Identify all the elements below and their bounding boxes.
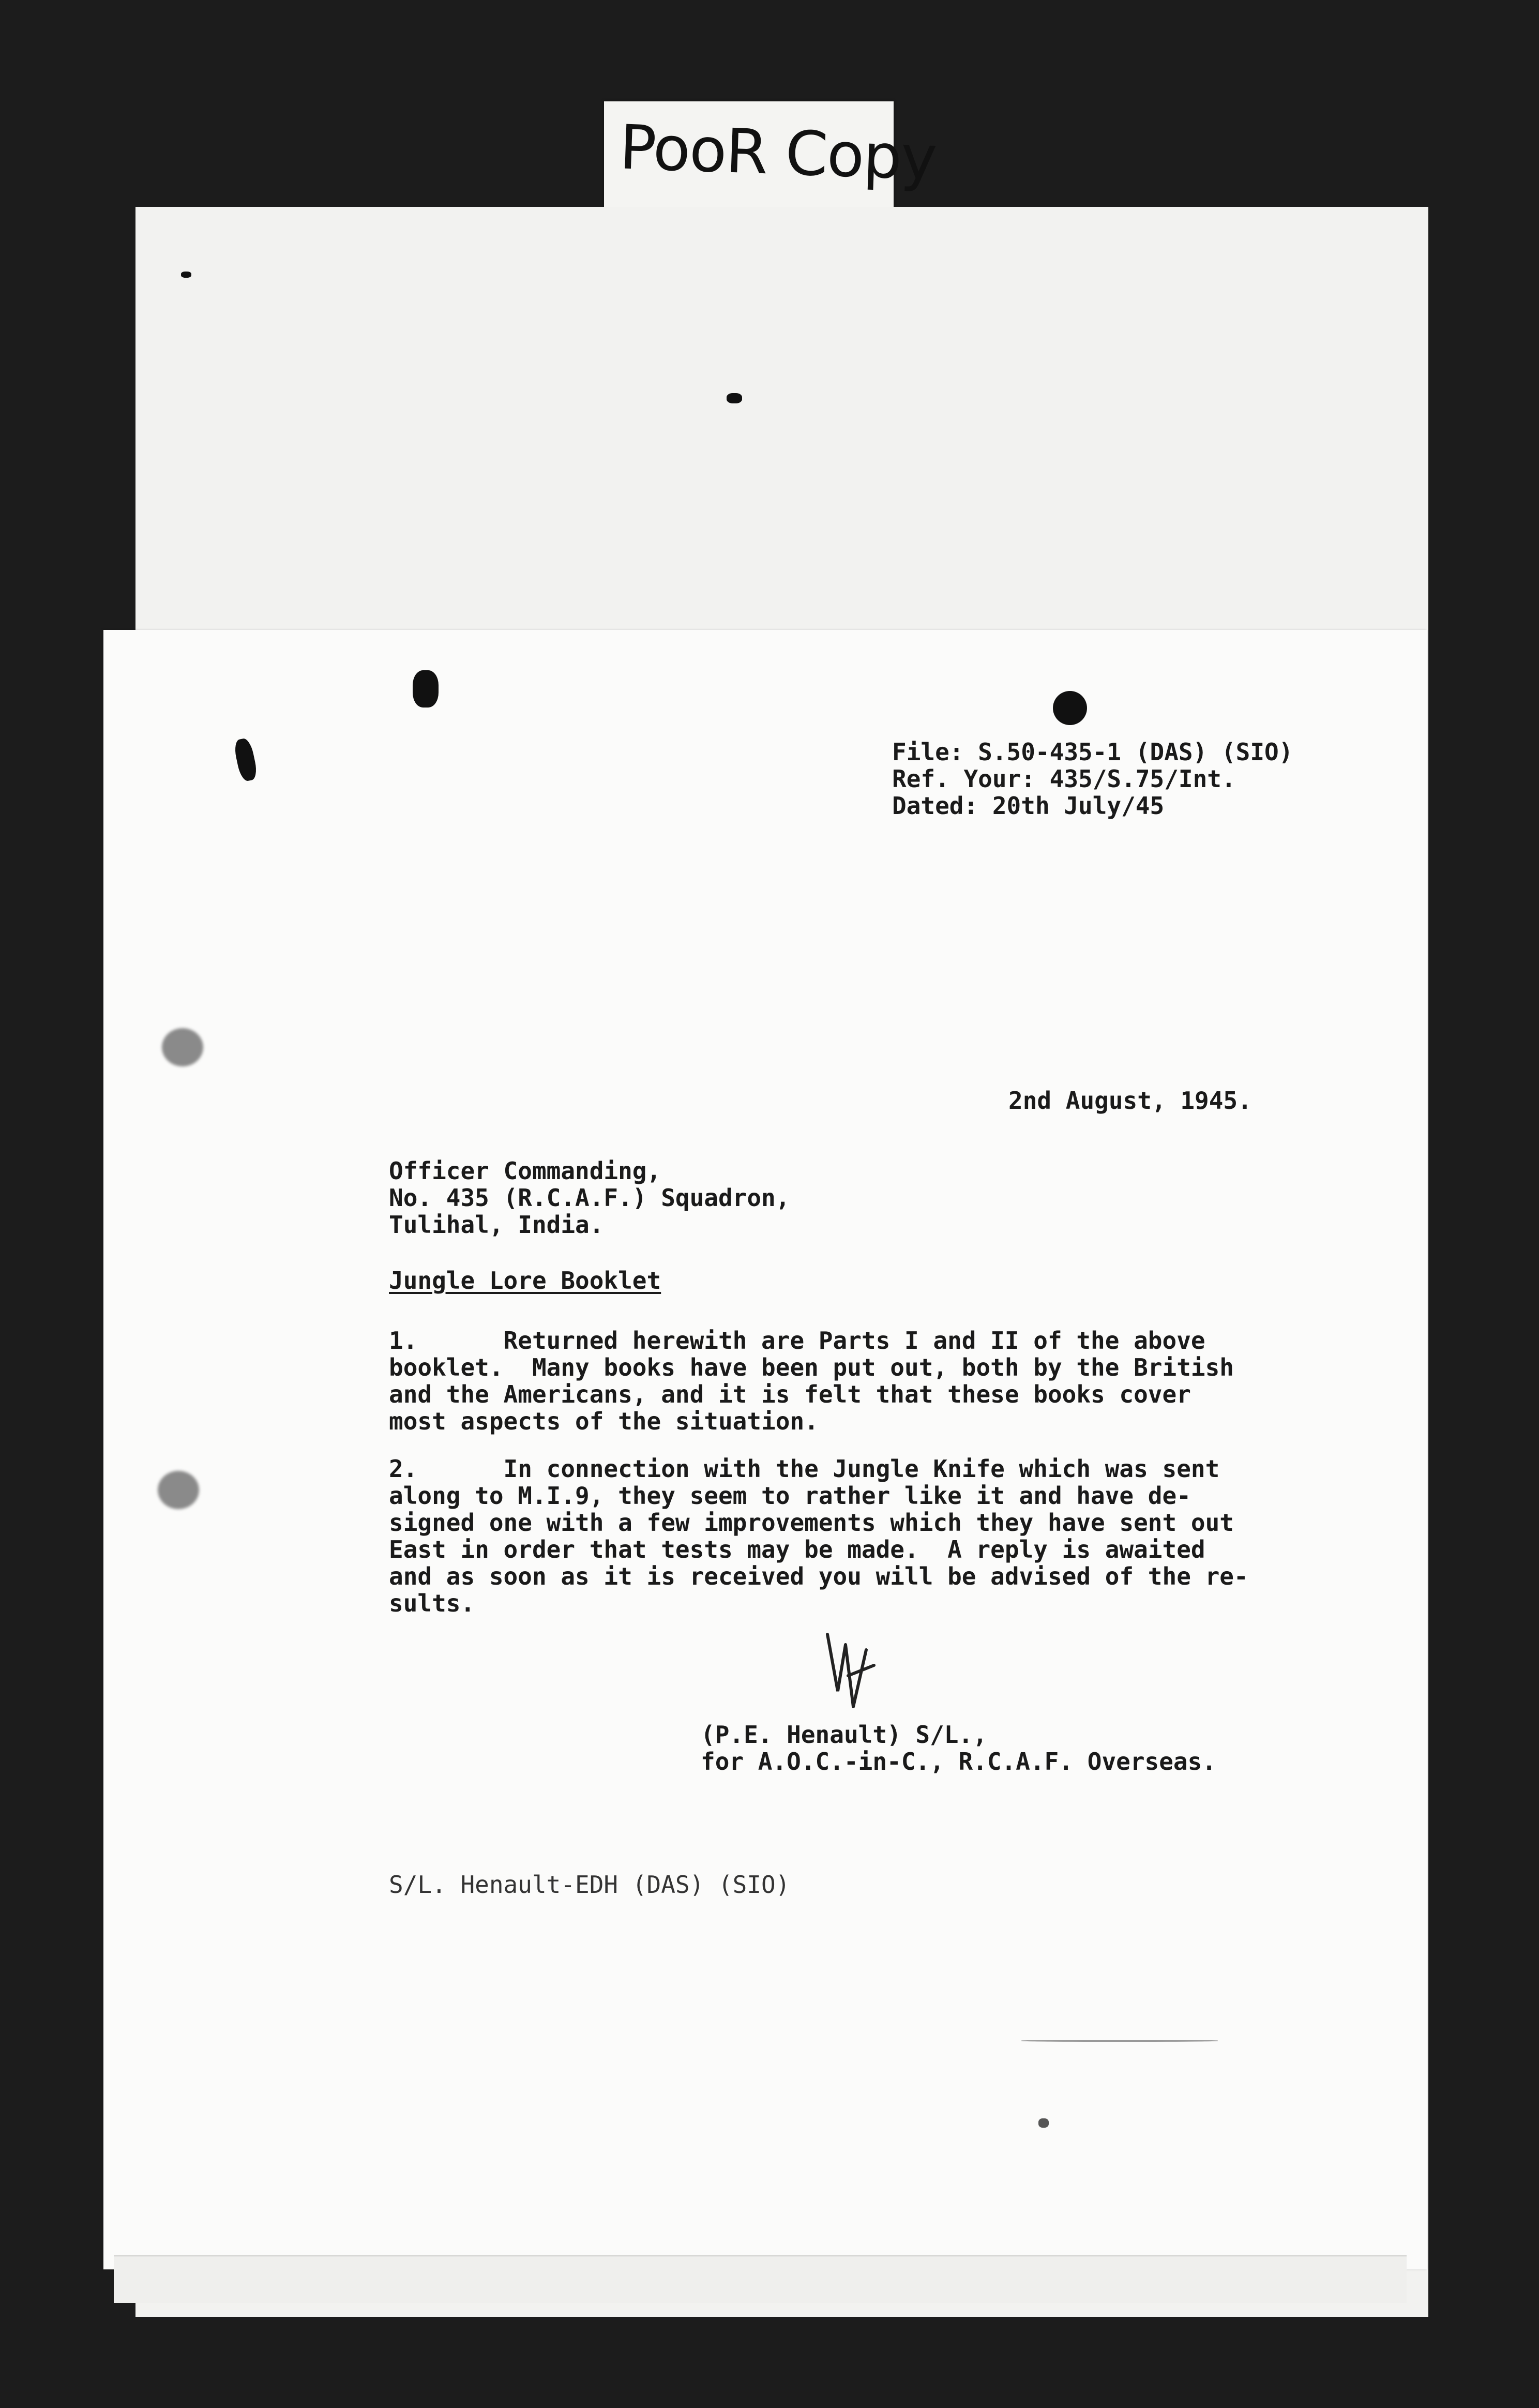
letter-page <box>103 630 1427 2269</box>
paragraph-1-line-1: 1. Returned herewith are Parts I and II of the above <box>389 1327 1205 1355</box>
handwritten-initials <box>817 1629 884 1722</box>
ink-speck <box>727 393 742 403</box>
paragraph-2-line-2: along to M.I.9, they seem to rather like it and have de- <box>389 1482 1191 1510</box>
paragraph-1-line-3: and the Americans, and it is felt that these books cover <box>389 1380 1191 1408</box>
paragraph-2-line-1: 2. In connection with the Jungle Knife which was sent <box>389 1455 1220 1483</box>
ink-speck <box>413 670 439 708</box>
file-reference: File: S.50-435-1 (DAS) (SIO) <box>892 738 1293 766</box>
punch-hole <box>162 1028 203 1066</box>
signatory-name: (P.E. Henault) S/L., <box>701 1721 987 1749</box>
poor-copy-tag <box>604 101 938 210</box>
page-bottom-edge <box>114 2255 1407 2303</box>
ref-your: Ref. Your: 435/S.75/Int. <box>892 765 1236 793</box>
paragraph-2-line-5: and as soon as it is received you will be advised of the re- <box>389 1562 1248 1590</box>
dotted-mark <box>1021 2040 1218 2042</box>
poor-copy-label: PooR Copy <box>618 111 938 194</box>
ink-speck <box>1053 691 1087 725</box>
addressee-line-1: Officer Commanding, <box>389 1157 661 1185</box>
addressee-line-3: Tulihal, India. <box>389 1211 604 1239</box>
addressee-line-2: No. 435 (R.C.A.F.) Squadron, <box>389 1184 790 1212</box>
paragraph-1-line-2: booklet. Many books have been put out, both by the British <box>389 1353 1234 1381</box>
letter-date: 2nd August, 1945. <box>1008 1087 1252 1115</box>
typist-reference: S/L. Henault-EDH (DAS) (SIO) <box>389 1871 790 1899</box>
ink-speck <box>181 272 191 278</box>
ink-speck <box>1038 2118 1049 2128</box>
paragraph-1-line-4: most aspects of the situation. <box>389 1407 819 1435</box>
paragraph-2-line-3: signed one with a few improvements which they have sent out <box>389 1509 1234 1537</box>
paragraph-2-line-4: East in order that tests may be made. A reply is awaited <box>389 1536 1205 1563</box>
dated-reference: Dated: 20th July/45 <box>892 792 1165 820</box>
subject-heading: Jungle Lore Booklet <box>389 1267 661 1295</box>
signatory-title: for A.O.C.-in-C., R.C.A.F. Overseas. <box>701 1748 1216 1775</box>
punch-hole <box>158 1471 199 1509</box>
paragraph-2-line-6: sults. <box>389 1589 475 1617</box>
